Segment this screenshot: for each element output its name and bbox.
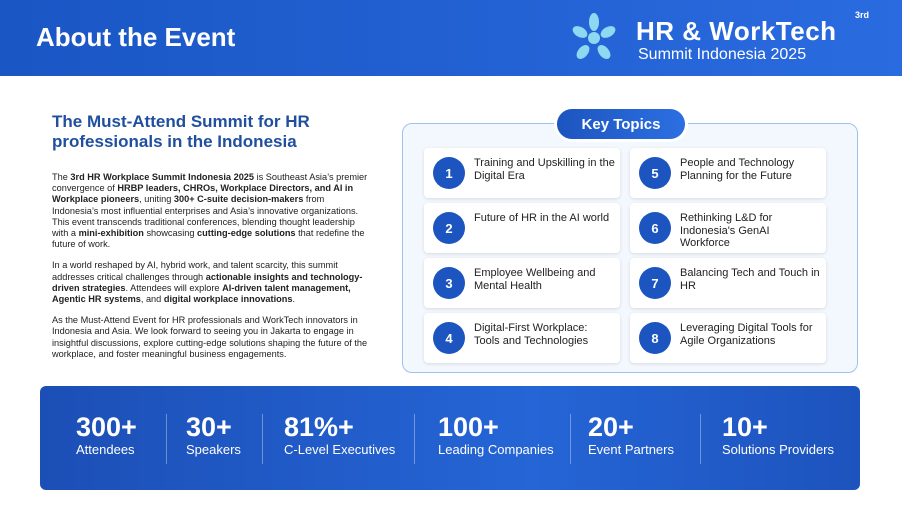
topic-number: 6 [639, 212, 671, 244]
page-title: About the Event [36, 22, 236, 52]
stats-bar [40, 386, 860, 490]
intro-text [52, 172, 370, 370]
stat-value: 300+ [76, 412, 137, 442]
stat-value: 30+ [186, 412, 232, 442]
topic-number: 1 [433, 157, 465, 189]
intro-heading: The Must-Attend Summit for HR professionals in the Indonesia [52, 112, 310, 151]
topic-card [630, 148, 826, 198]
topic-card [424, 313, 620, 363]
topic-card [424, 258, 620, 308]
stat-value: 20+ [588, 412, 634, 442]
topic-text: Employee Wellbeing and Mental Health [474, 267, 596, 292]
stat-c-level [284, 412, 395, 458]
topic-text: Training and Upskilling in the Digital Era [474, 157, 615, 182]
brand-edition: 3rd [855, 10, 870, 20]
topic-number: 3 [433, 267, 465, 299]
stat-providers [722, 412, 834, 458]
stat-partners [588, 412, 674, 458]
intro-paragraph-1: The 3rd HR Workplace Summit Indonesia 2025 is Southeast Asia’s premier convergence of HRBP leaders, CHROs, Workplace Directors, and AI in Workplace pioneers, uniting 300+ C-suite decision-makers from Indonesia’s most influential enterprises and Asia’s innovative organizations. This event transcends traditional conferences, blending thought leadership with a mini-exhibition showcasing cutting-edge solutions that redefine the future of work. [52, 172, 368, 250]
stat-label: Leading Companies [438, 442, 554, 457]
topic-number: 5 [639, 157, 671, 189]
stat-divider [570, 414, 571, 464]
intro-paragraph-2: In a world reshaped by AI, hybrid work, and talent scarcity, this summit addresses critical challenges through actionable insights and technology-driven strategies. Attendees will explore AI-driven talent management, Agentic HR systems, and digital workplace innovations. [52, 260, 363, 305]
topic-card [630, 203, 826, 253]
stat-companies [438, 412, 554, 458]
header-bar [0, 0, 902, 76]
topic-text: Future of HR in the AI world [474, 212, 610, 224]
stat-divider [414, 414, 415, 464]
stat-value: 10+ [722, 412, 768, 442]
topic-card [424, 203, 620, 253]
stat-label: C-Level Executives [284, 442, 396, 457]
topic-text: People and Technology Planning for the Future [680, 157, 795, 182]
topic-text: Balancing Tech and Touch in HR [680, 267, 820, 292]
key-topics-badge: Key Topics [557, 109, 685, 139]
stat-attendees [76, 412, 137, 458]
stat-value: 81%+ [284, 412, 354, 442]
stat-divider [166, 414, 167, 464]
topic-number: 8 [639, 322, 671, 354]
stat-label: Speakers [186, 442, 241, 457]
topic-number: 7 [639, 267, 671, 299]
topic-text: Rethinking L&D for Indonesia's GenAI Workforce [680, 212, 773, 249]
stat-value: 100+ [438, 412, 499, 442]
topic-card [424, 148, 620, 198]
topic-number: 4 [433, 322, 465, 354]
stat-speakers [186, 412, 241, 458]
stat-label: Event Partners [588, 442, 674, 457]
topic-card [630, 313, 826, 363]
stat-label: Solutions Providers [722, 442, 834, 457]
topic-card [630, 258, 826, 308]
stat-divider [262, 414, 263, 464]
topic-number: 2 [433, 212, 465, 244]
brand-name: HR & WorkTech [636, 16, 837, 46]
stat-label: Attendees [76, 442, 135, 457]
stat-divider [700, 414, 701, 464]
brand-subtitle: Summit Indonesia 2025 [638, 46, 807, 63]
star-flower-logo-icon [572, 10, 616, 66]
topic-text: Digital-First Workplace: Tools and Technologies [474, 322, 589, 347]
intro-paragraph-3: As the Must-Attend Event for HR professionals and WorkTech innovators in Indonesia and Asia. We look forward to seeing you in Jakarta to engage in insightful discussions, explore cutting-edge solutions shaping the future of the workplace, and foster meaningful business engagements. [52, 315, 368, 359]
topic-text: Leveraging Digital Tools for Agile Organizations [680, 322, 813, 347]
